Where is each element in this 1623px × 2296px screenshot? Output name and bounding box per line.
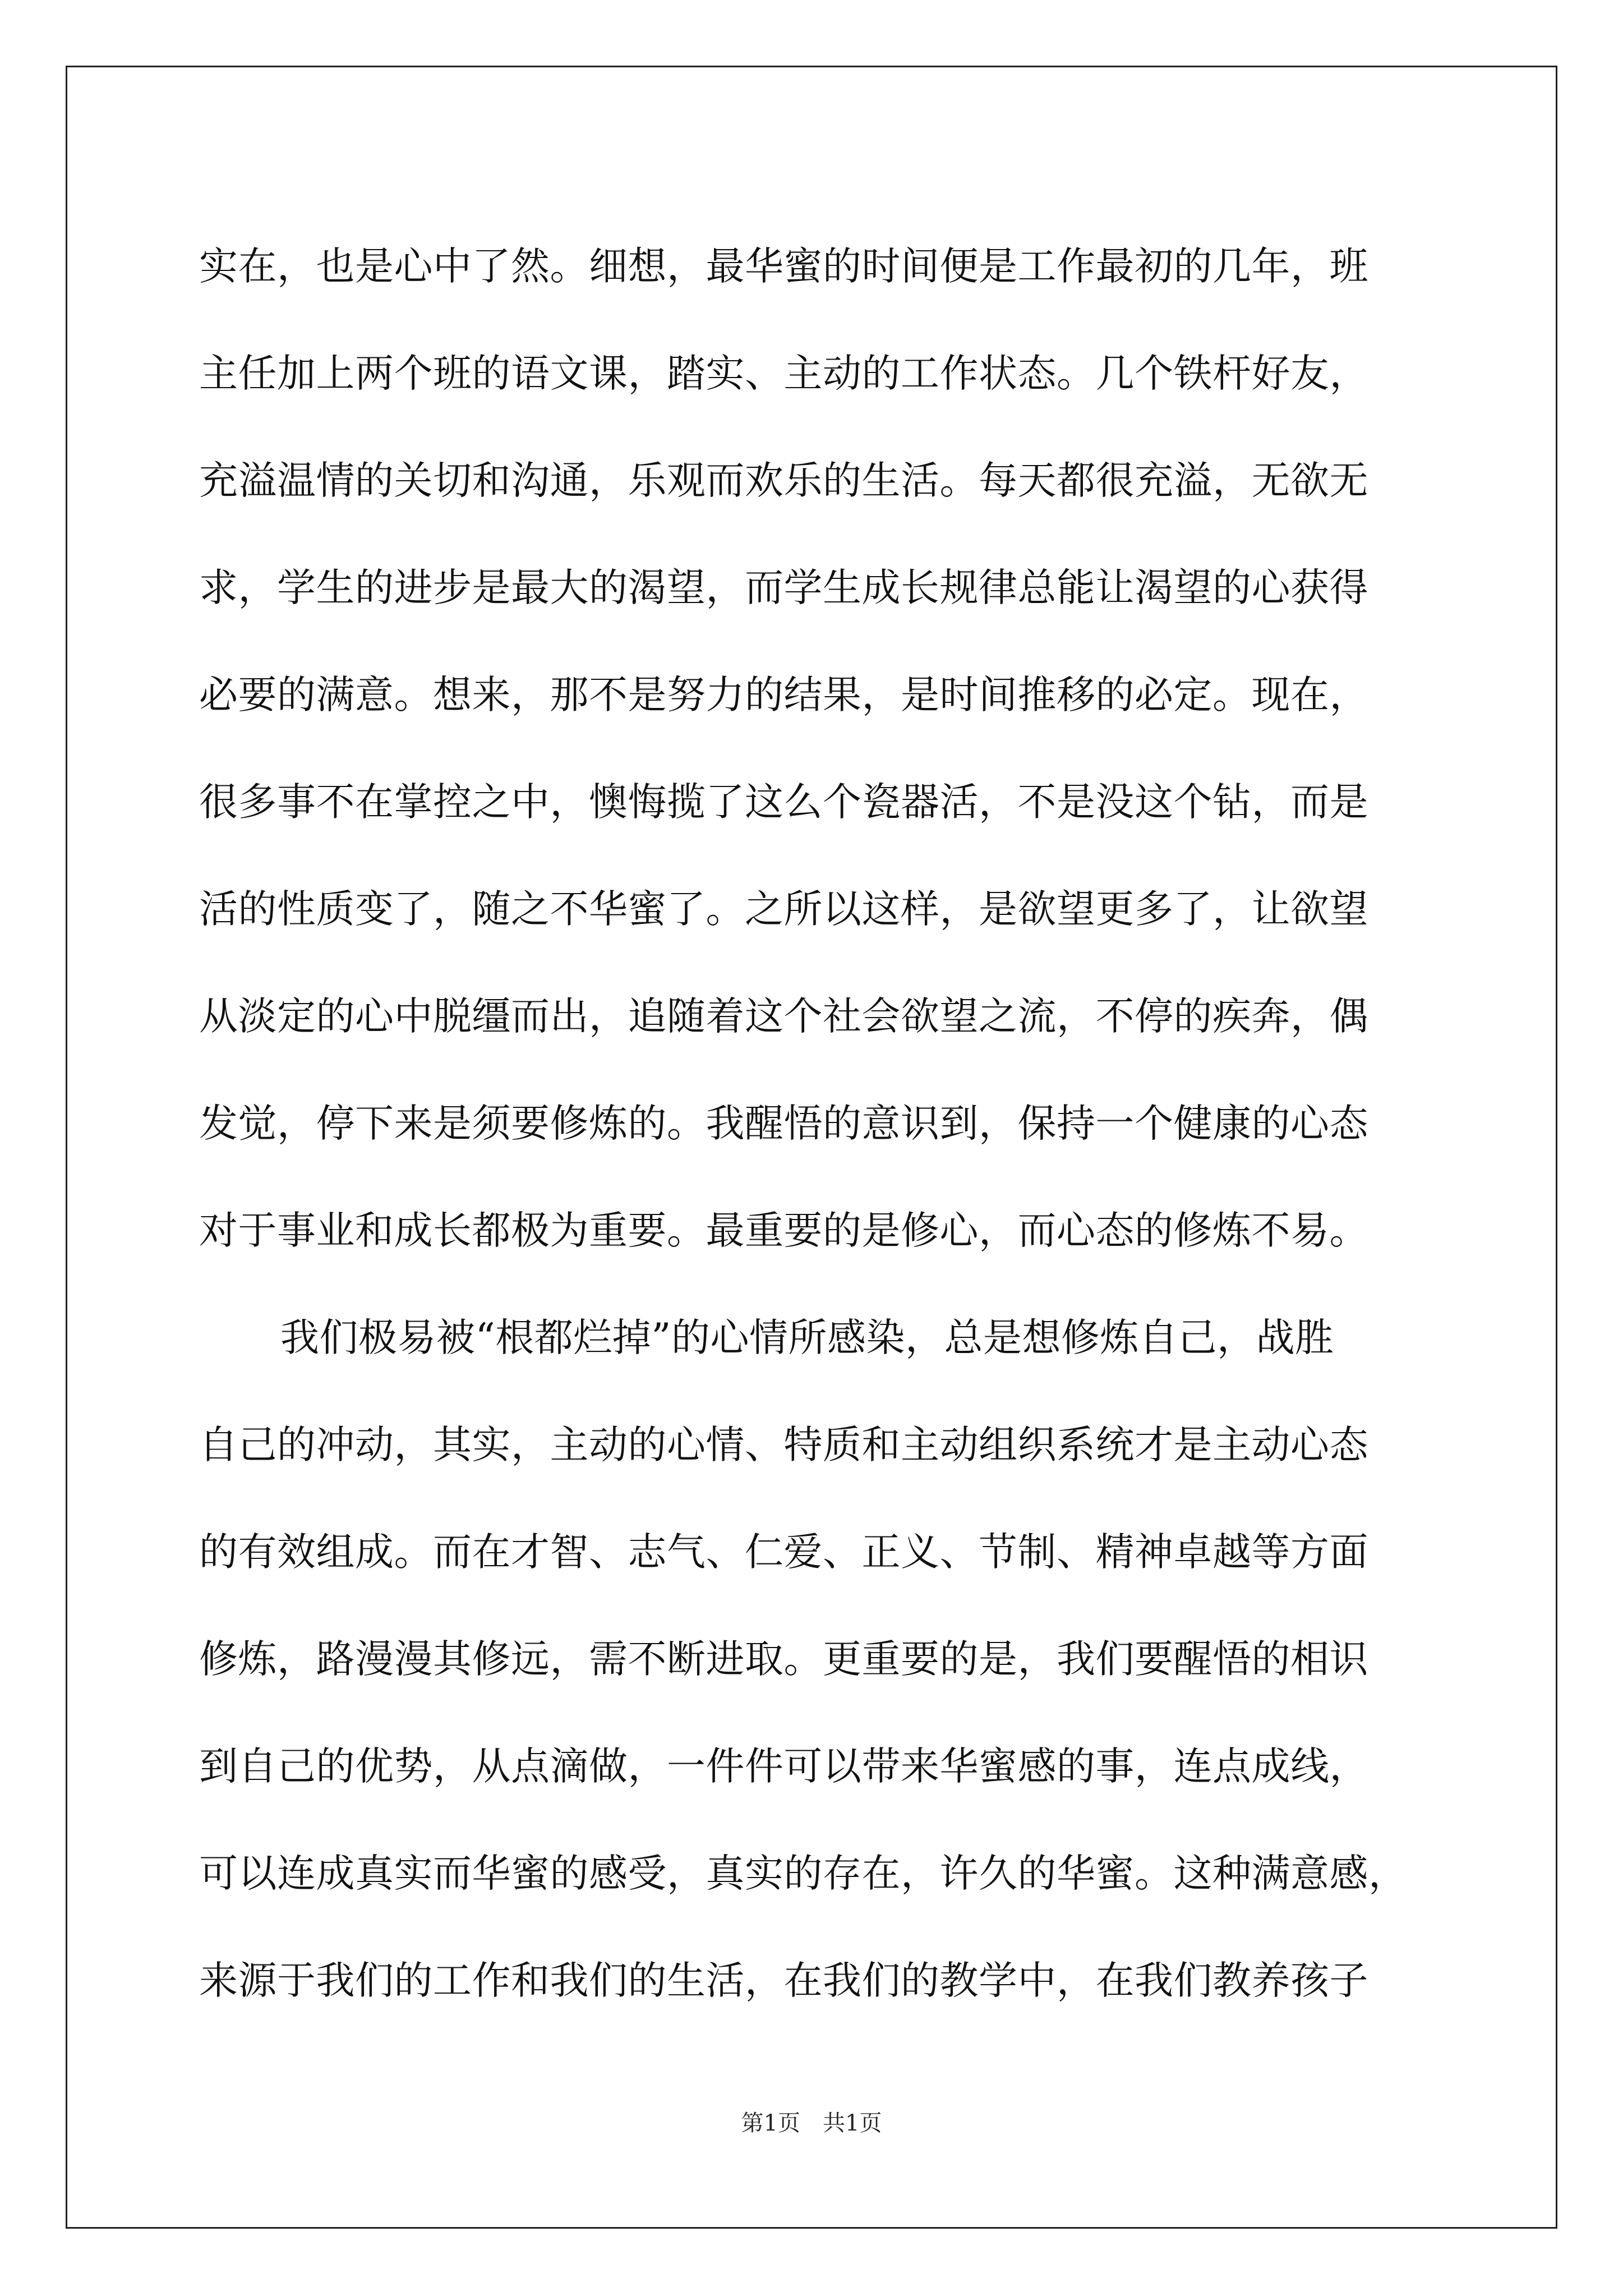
body-line: 求，学生的进步是最大的渴望，而学生成长规律总能让渴望的心获得 xyxy=(199,565,1368,610)
page-number: 第1页 xyxy=(741,2110,800,2136)
body-line: 主任加上两个班的语文课，踏实、主动的工作状态。几个铁杆好友， xyxy=(199,351,1368,396)
body-line: 充溢温情的关切和沟通，乐观而欢乐的生活。每天都很充溢，无欲无 xyxy=(199,458,1368,503)
body-line: 很多事不在掌控之中，懊悔揽了这么个瓷器活，不是没这个钻，而是 xyxy=(199,780,1368,825)
body-line: 自己的冲动，其实，主动的心情、特质和主动组织系统才是主动心态 xyxy=(199,1423,1368,1467)
page-total: 共1页 xyxy=(823,2110,882,2136)
body-line: 实在，也是心中了然。细想，最华蜜的时间便是工作最初的几年，班 xyxy=(199,244,1368,289)
body-line: 从淡定的心中脱缰而出，追随着这个社会欲望之流，不停的疾奔，偶 xyxy=(199,994,1368,1039)
page-footer xyxy=(0,2106,1623,2140)
body-line: 发觉，停下来是须要修炼的。我醒悟的意识到，保持一个健康的心态 xyxy=(199,1101,1368,1146)
body-line: 来源于我们的工作和我们的生活，在我们的教学中，在我们教养孩子 xyxy=(199,1958,1368,2003)
body-line: 必要的满意。想来，那不是努力的结果，是时间推移的必定。现在， xyxy=(199,673,1368,717)
body-line: 可以连成真实而华蜜的感受，真实的存在，许久的华蜜。这种满意感， xyxy=(199,1851,1408,1896)
body-line: 的有效组成。而在才智、志气、仁爱、正义、节制、精神卓越等方面 xyxy=(199,1530,1368,1575)
body-line: 修炼，路漫漫其修远，需不断进取。更重要的是，我们要醒悟的相识 xyxy=(199,1637,1368,1682)
body-line: 活的性质变了，随之不华蜜了。之所以这样，是欲望更多了，让欲望 xyxy=(199,887,1368,932)
body-line: 对于事业和成长都极为重要。最重要的是修心，而心态的修炼不易。 xyxy=(199,1208,1368,1253)
paragraph-start-line: 我们极易被“根都烂掉”的心情所感染，总是想修炼自己，战胜 xyxy=(280,1315,1334,1360)
body-line: 到自己的优势，从点滴做，一件件可以带来华蜜感的事，连点成线， xyxy=(199,1744,1368,1789)
document-body xyxy=(199,213,1438,2035)
